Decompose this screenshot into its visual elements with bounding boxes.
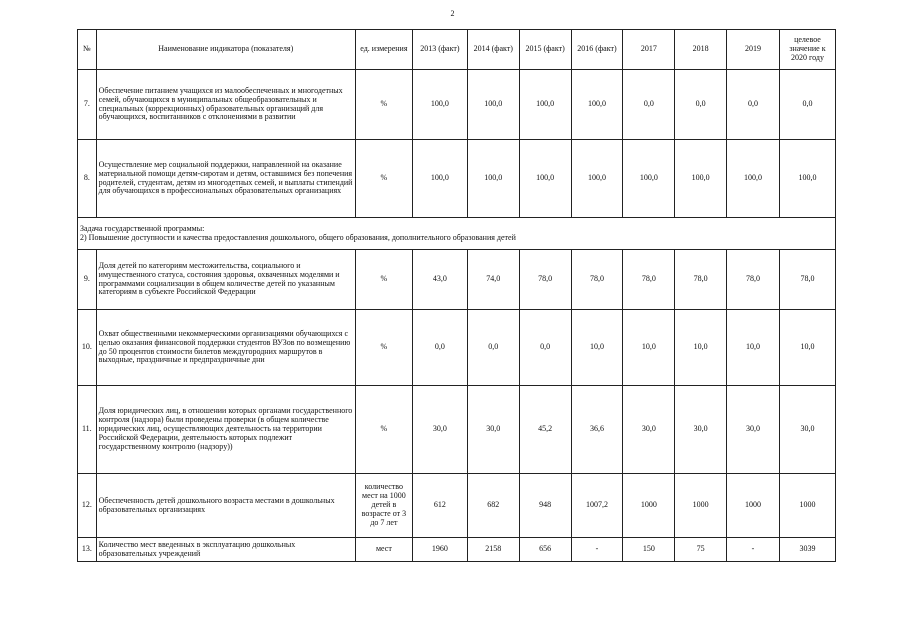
value-cell: 100,0: [519, 140, 571, 218]
header-year: 2013 (факт): [412, 30, 467, 70]
value-cell: 0,0: [779, 70, 835, 140]
value-cell: 78,0: [519, 250, 571, 310]
value-cell: 10,0: [727, 310, 780, 386]
page-number: 2: [450, 9, 455, 18]
value-cell: 1007,2: [571, 474, 623, 538]
row-number: 13.: [78, 538, 97, 562]
row-number: 10.: [78, 310, 97, 386]
indicator-name: Доля юридических лиц, в отношении которых органами государственного контроля (надзора) были проведены проверки (в общем количестве юридических лиц, осуществляющих деятельность на территории Российской Федерации, деятельность которых подлежит государственному контролю (надзору)): [96, 386, 355, 474]
header-year: 2016 (факт): [571, 30, 623, 70]
value-cell: 1960: [412, 538, 467, 562]
value-cell: 100,0: [571, 70, 623, 140]
value-cell: 45,2: [519, 386, 571, 474]
value-cell: 2158: [467, 538, 519, 562]
value-cell: 30,0: [727, 386, 780, 474]
value-cell: 43,0: [412, 250, 467, 310]
value-cell: 150: [623, 538, 675, 562]
value-cell: 78,0: [727, 250, 780, 310]
indicator-name: Обеспеченность детей дошкольного возраста местами в дошкольных образовательных организациях: [96, 474, 355, 538]
value-cell: 0,0: [412, 310, 467, 386]
value-cell: 1000: [623, 474, 675, 538]
unit-cell: %: [355, 140, 412, 218]
indicators-table: [77, 29, 836, 562]
value-cell: 10,0: [571, 310, 623, 386]
table-row: [78, 310, 836, 386]
unit-cell: %: [355, 310, 412, 386]
value-cell: 682: [467, 474, 519, 538]
value-cell: 10,0: [779, 310, 835, 386]
task-text: 2) Повышение доступности и качества предоставления дошкольного, общего образования, дополнительного образования детей: [80, 232, 516, 242]
value-cell: 78,0: [571, 250, 623, 310]
unit-cell: %: [355, 250, 412, 310]
row-number: 8.: [78, 140, 97, 218]
table-row: [78, 538, 836, 562]
header-year: 2017: [623, 30, 675, 70]
value-cell: 1000: [675, 474, 727, 538]
value-cell: 0,0: [623, 70, 675, 140]
value-cell: 30,0: [412, 386, 467, 474]
value-cell: 30,0: [623, 386, 675, 474]
indicator-name: Обеспечение питанием учащихся из малообеспеченных и многодетных семей, обучающихся в муниципальных общеобразовательных и специальных (коррекционных) образовательных организаций для обучающихся, воспитанников с отклонениями в развитии: [96, 70, 355, 140]
value-cell: 78,0: [779, 250, 835, 310]
value-cell: 0,0: [675, 70, 727, 140]
value-cell: 10,0: [675, 310, 727, 386]
row-number: 9.: [78, 250, 97, 310]
header-row: [78, 30, 836, 70]
value-cell: 100,0: [623, 140, 675, 218]
value-cell: 30,0: [779, 386, 835, 474]
value-cell: 3039: [779, 538, 835, 562]
value-cell: 75: [675, 538, 727, 562]
value-cell: 78,0: [623, 250, 675, 310]
indicator-name: Охват общественными некоммерческими организациями обучающихся с целью оказания финансовой поддержки студентов ВУЗов по возмещению до 50 процентов стоимости билетов междугородних маршрутов в выходные, праздничные и предпраздничные дни: [96, 310, 355, 386]
indicator-name: Осуществление мер социальной поддержки, направленной на оказание материальной помощи детям-сиротам и детям, оставшимся без попечения родителей, студентам, детям из многодетных семей, и выплаты стипендий для обучающихся в профессиональных образовательных организациях: [96, 140, 355, 218]
value-cell: -: [571, 538, 623, 562]
value-cell: 612: [412, 474, 467, 538]
task-label: Задача государственной программы:: [80, 223, 205, 233]
value-cell: 74,0: [467, 250, 519, 310]
table-row: [78, 70, 836, 140]
header-year: 2014 (факт): [467, 30, 519, 70]
task-row: [78, 218, 836, 250]
table-row: [78, 386, 836, 474]
header-year: 2015 (факт): [519, 30, 571, 70]
unit-cell: %: [355, 70, 412, 140]
value-cell: 100,0: [412, 70, 467, 140]
value-cell: 100,0: [727, 140, 780, 218]
value-cell: 1000: [779, 474, 835, 538]
value-cell: 1000: [727, 474, 780, 538]
row-number: 12.: [78, 474, 97, 538]
value-cell: 948: [519, 474, 571, 538]
unit-cell: количество мест на 1000 детей в возрасте от 3 до 7 лет: [355, 474, 412, 538]
header-year: 2018: [675, 30, 727, 70]
value-cell: 656: [519, 538, 571, 562]
value-cell: 10,0: [623, 310, 675, 386]
value-cell: 0,0: [519, 310, 571, 386]
header-name: Наименование индикатора (показателя): [96, 30, 355, 70]
value-cell: 0,0: [467, 310, 519, 386]
value-cell: 100,0: [412, 140, 467, 218]
value-cell: 100,0: [779, 140, 835, 218]
unit-cell: мест: [355, 538, 412, 562]
value-cell: 100,0: [519, 70, 571, 140]
table-row: [78, 474, 836, 538]
value-cell: 100,0: [675, 140, 727, 218]
value-cell: 100,0: [571, 140, 623, 218]
task-cell: [78, 218, 836, 250]
value-cell: 0,0: [727, 70, 780, 140]
table-row: [78, 140, 836, 218]
header-year: 2019: [727, 30, 780, 70]
indicator-name: Доля детей по категориям местожительства, социального и имущественного статуса, состояния здоровья, охваченных моделями и программами социализации в общем количестве детей по указанным категориям в субъекте Российской Федерации: [96, 250, 355, 310]
header-unit: ед. измерения: [355, 30, 412, 70]
row-number: 7.: [78, 70, 97, 140]
value-cell: 30,0: [467, 386, 519, 474]
indicator-name: Количество мест введенных в эксплуатацию дошкольных образовательных учреждений: [96, 538, 355, 562]
header-target: целевое значение к 2020 году: [779, 30, 835, 70]
value-cell: 78,0: [675, 250, 727, 310]
table-row: [78, 250, 836, 310]
unit-cell: %: [355, 386, 412, 474]
value-cell: 36,6: [571, 386, 623, 474]
value-cell: 30,0: [675, 386, 727, 474]
value-cell: -: [727, 538, 780, 562]
row-number: 11.: [78, 386, 97, 474]
value-cell: 100,0: [467, 140, 519, 218]
header-num: №: [78, 30, 97, 70]
value-cell: 100,0: [467, 70, 519, 140]
